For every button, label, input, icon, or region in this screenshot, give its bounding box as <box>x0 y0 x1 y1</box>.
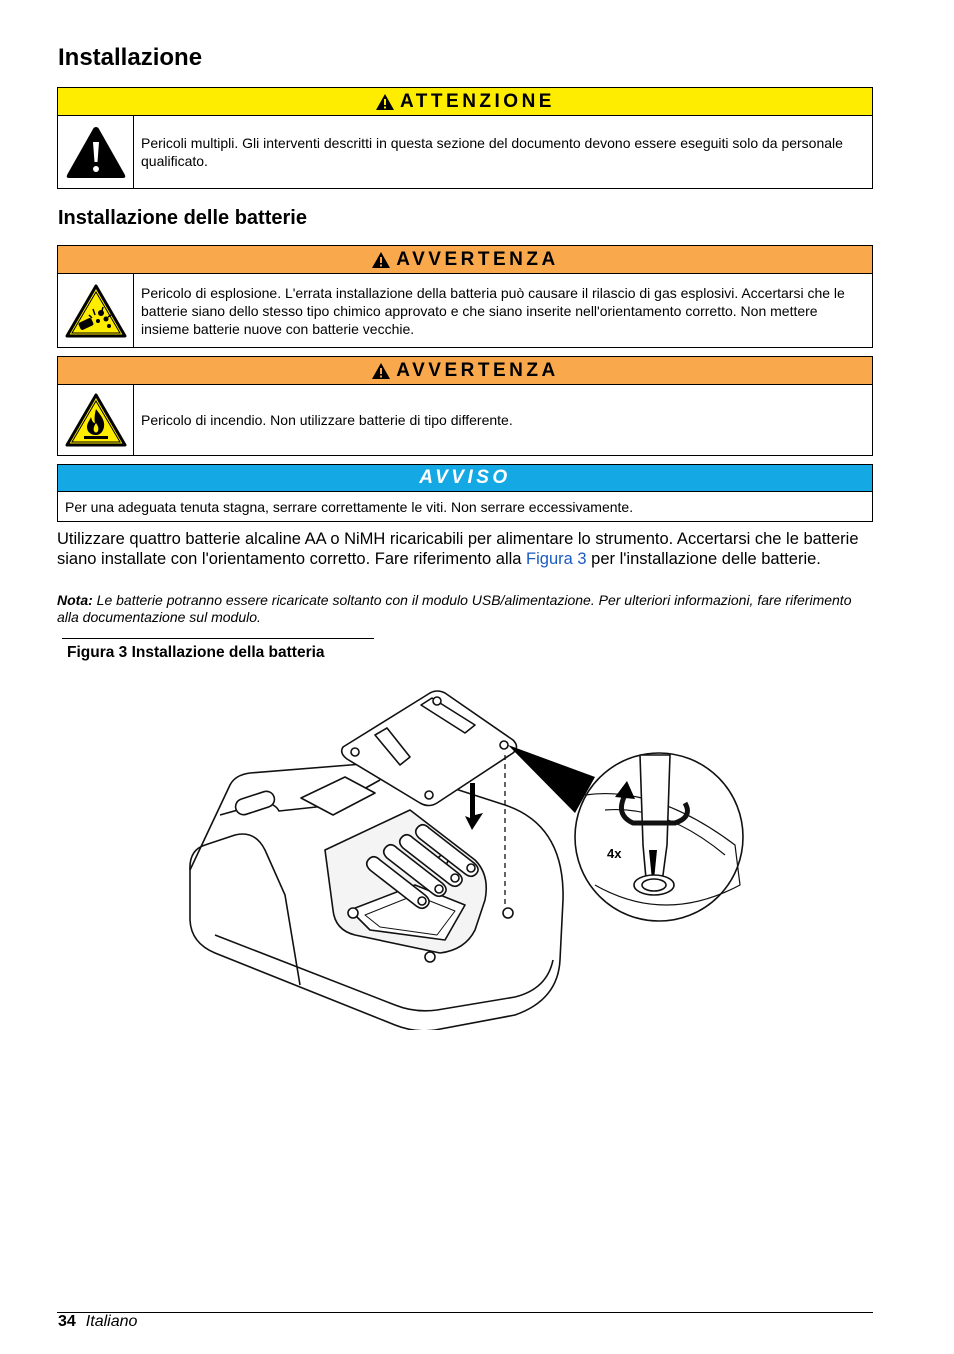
section-title: Installazione delle batterie <box>58 207 307 229</box>
note-label: Nota: <box>57 592 93 608</box>
warning-header <box>58 357 872 385</box>
warning-triangle-icon <box>371 251 391 269</box>
warning-box-explosion <box>57 245 873 348</box>
body-text-1: Utilizzare quattro batterie alcaline AA o NiMH ricaricabili per alimentare lo strumento. Accertarsi che le batterie siano installate con l'orientamento corretto. Fare riferimento alla <box>57 530 859 568</box>
fire-icon-cell <box>58 385 134 455</box>
footer <box>58 1313 137 1331</box>
explosion-hazard-icon <box>65 283 127 339</box>
warning-header-label: AVVERTENZA <box>396 248 559 270</box>
note-text: Le batterie potranno essere ricaricate soltanto con il modulo USB/alimentazione. Per ulteriori informazioni, fare riferimento alla documentazione sul modulo. <box>57 592 852 625</box>
notice-header-label: AVVISO <box>419 467 511 488</box>
body-paragraph <box>57 529 875 569</box>
warning-triangle-icon <box>375 93 395 111</box>
caution-header-label: ATTENZIONE <box>400 90 555 112</box>
warning-triangle-icon <box>65 124 127 180</box>
caution-icon-cell <box>58 116 134 188</box>
fire-hazard-icon <box>65 392 127 448</box>
explosion-icon-cell <box>58 274 134 347</box>
page-number: 34 <box>58 1313 76 1330</box>
notice-box <box>57 464 873 522</box>
warning-header-label: AVVERTENZA <box>396 359 559 381</box>
page-title: Installazione <box>58 44 203 71</box>
warning-header <box>58 246 872 274</box>
notice-text: Per una adeguata tenuta stagna, serrare correttamente le viti. Non serrare eccessivamente. <box>65 498 634 515</box>
warning1-text: Pericolo di esplosione. L'errata installazione della batteria può causare il rilascio di gas esplosivi. Accertarsi che le batterie siano dello stesso tipo chimico approvato e che siano inserite nell'orientamento corretto. Non mettere insieme batterie nuove con batterie vecchie. <box>141 284 845 337</box>
caution-header <box>58 88 872 116</box>
figure-link[interactable]: Figura 3 <box>526 550 587 568</box>
warning2-text: Pericolo di incendio. Non utilizzare batterie di tipo differente. <box>141 412 513 428</box>
battery-installation-illustration <box>175 685 755 1030</box>
callout-4x: 4x <box>607 846 622 861</box>
caution-text: Pericoli multipli. Gli interventi descritti in questa sezione del documento devono essere eseguiti solo da personale qualificato. <box>141 135 843 169</box>
caution-box <box>57 87 873 189</box>
figure-caption: Figura 3 Installazione della batteria <box>67 644 325 661</box>
footer-language: Italiano <box>85 1313 138 1330</box>
body-text-2: per l'installazione delle batterie. <box>586 550 821 568</box>
footer-rule <box>57 1312 873 1313</box>
warning-box-fire <box>57 356 873 456</box>
figure-rule <box>62 638 374 639</box>
notice-header <box>58 465 872 492</box>
note <box>57 592 875 626</box>
warning-triangle-icon <box>371 362 391 380</box>
